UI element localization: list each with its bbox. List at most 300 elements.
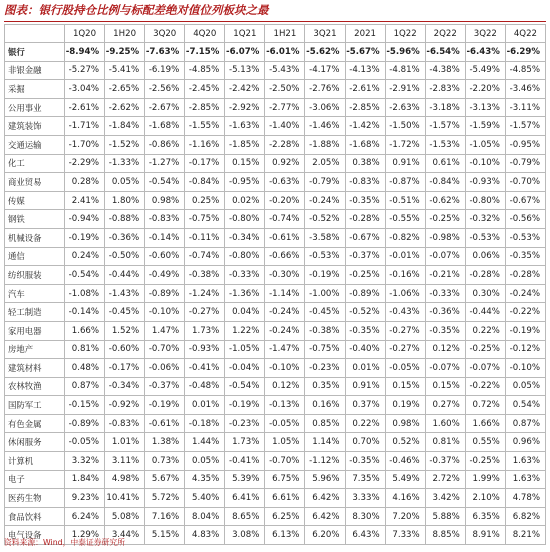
industry-name: 银行: [5, 43, 65, 62]
table-row: [5, 303, 546, 322]
value-cell: -2.56%: [145, 80, 185, 99]
industry-name: 建筑材料: [5, 359, 65, 378]
value-cell: 1.05%: [265, 433, 305, 452]
value-cell: -0.84%: [425, 173, 465, 192]
value-cell: 0.02%: [225, 191, 265, 210]
value-cell: -0.45%: [105, 303, 145, 322]
value-cell: -1.55%: [185, 117, 225, 136]
industry-name: 房地产: [5, 340, 65, 359]
table-row: [5, 135, 546, 154]
value-cell: -0.14%: [145, 228, 185, 247]
industry-name: 通信: [5, 247, 65, 266]
column-header: 1Q21: [225, 25, 265, 43]
industry-name: 计算机: [5, 452, 65, 471]
value-cell: -0.44%: [465, 303, 505, 322]
value-cell: -0.43%: [385, 303, 425, 322]
value-cell: -0.19%: [225, 396, 265, 415]
value-cell: -0.38%: [185, 266, 225, 285]
value-cell: 0.91%: [385, 154, 425, 173]
value-cell: -1.33%: [105, 154, 145, 173]
value-cell: -2.85%: [345, 98, 385, 117]
table-row: [5, 470, 546, 489]
column-header: 1H21: [265, 25, 305, 43]
value-cell: 2.10%: [465, 489, 505, 508]
value-cell: -1.14%: [265, 284, 305, 303]
value-cell: -0.35%: [345, 191, 385, 210]
column-header: 2021: [345, 25, 385, 43]
value-cell: -0.82%: [385, 228, 425, 247]
value-cell: -0.62%: [425, 191, 465, 210]
value-cell: 1.47%: [145, 321, 185, 340]
value-cell: 0.85%: [305, 414, 345, 433]
value-cell: -1.84%: [105, 117, 145, 136]
value-cell: -0.25%: [425, 210, 465, 229]
value-cell: -6.29%: [505, 43, 545, 62]
title-divider: [4, 21, 546, 22]
value-cell: 0.61%: [425, 154, 465, 173]
value-cell: -0.67%: [345, 228, 385, 247]
value-cell: -2.67%: [145, 98, 185, 117]
industry-name: 非银金融: [5, 61, 65, 80]
value-cell: -7.15%: [185, 43, 225, 62]
table-row: [5, 489, 546, 508]
value-cell: -5.96%: [385, 43, 425, 62]
value-cell: 0.55%: [465, 433, 505, 452]
value-cell: -0.12%: [505, 340, 545, 359]
value-cell: -0.23%: [305, 359, 345, 378]
column-header: 1Q22: [385, 25, 425, 43]
value-cell: -0.67%: [505, 191, 545, 210]
column-header: 2Q22: [425, 25, 465, 43]
value-cell: -0.05%: [265, 414, 305, 433]
value-cell: 5.88%: [425, 507, 465, 526]
table-row: [5, 80, 546, 99]
value-cell: 1.44%: [185, 433, 225, 452]
value-cell: -0.93%: [185, 340, 225, 359]
value-cell: -4.17%: [305, 61, 345, 80]
value-cell: 6.24%: [65, 507, 105, 526]
value-cell: 1.14%: [305, 433, 345, 452]
value-cell: -0.60%: [105, 340, 145, 359]
industry-name: 电子: [5, 470, 65, 489]
value-cell: 6.75%: [265, 470, 305, 489]
value-cell: -0.53%: [465, 228, 505, 247]
value-cell: -0.95%: [505, 135, 545, 154]
value-cell: -1.59%: [465, 117, 505, 136]
value-cell: -0.80%: [225, 247, 265, 266]
value-cell: 9.23%: [65, 489, 105, 508]
value-cell: 5.72%: [145, 489, 185, 508]
value-cell: -0.05%: [385, 359, 425, 378]
value-cell: -0.50%: [105, 247, 145, 266]
value-cell: -1.47%: [265, 340, 305, 359]
value-cell: 6.20%: [305, 526, 345, 545]
value-cell: -0.37%: [145, 377, 185, 396]
value-cell: 7.20%: [385, 507, 425, 526]
table-row: [5, 173, 546, 192]
value-cell: -6.54%: [425, 43, 465, 62]
value-cell: -7.63%: [145, 43, 185, 62]
value-cell: -2.62%: [105, 98, 145, 117]
value-cell: 0.37%: [345, 396, 385, 415]
value-cell: -0.10%: [465, 154, 505, 173]
value-cell: -0.61%: [145, 414, 185, 433]
value-cell: 0.72%: [465, 396, 505, 415]
column-header: 1H20: [105, 25, 145, 43]
value-cell: -0.19%: [65, 228, 105, 247]
value-cell: -2.28%: [265, 135, 305, 154]
value-cell: -0.45%: [305, 303, 345, 322]
value-cell: -0.05%: [65, 433, 105, 452]
industry-name: 建筑装饰: [5, 117, 65, 136]
value-cell: 0.01%: [185, 396, 225, 415]
value-cell: -5.27%: [65, 61, 105, 80]
value-cell: -0.83%: [345, 173, 385, 192]
value-cell: -2.92%: [225, 98, 265, 117]
value-cell: -2.83%: [425, 80, 465, 99]
value-cell: -1.12%: [305, 452, 345, 471]
value-cell: 0.15%: [385, 377, 425, 396]
value-cell: -6.43%: [465, 43, 505, 62]
value-cell: -0.20%: [265, 191, 305, 210]
table-row: [5, 247, 546, 266]
value-cell: -5.49%: [465, 61, 505, 80]
value-cell: -0.32%: [465, 210, 505, 229]
value-cell: -2.61%: [65, 98, 105, 117]
value-cell: -1.05%: [465, 135, 505, 154]
value-cell: 0.25%: [185, 191, 225, 210]
value-cell: 0.24%: [65, 247, 105, 266]
value-cell: 0.15%: [225, 154, 265, 173]
value-cell: -0.19%: [305, 266, 345, 285]
table-row: [5, 396, 546, 415]
value-cell: 6.82%: [505, 507, 545, 526]
value-cell: -1.63%: [225, 117, 265, 136]
value-cell: -0.25%: [345, 266, 385, 285]
value-cell: 4.35%: [185, 470, 225, 489]
value-cell: 1.73%: [185, 321, 225, 340]
value-cell: -0.36%: [105, 228, 145, 247]
table-row: [5, 284, 546, 303]
value-cell: -6.01%: [265, 43, 305, 62]
column-header: 1Q20: [65, 25, 105, 43]
table-row: [5, 228, 546, 247]
value-cell: -3.04%: [65, 80, 105, 99]
value-cell: -0.37%: [345, 247, 385, 266]
industry-name: 食品饮料: [5, 507, 65, 526]
value-cell: 7.35%: [345, 470, 385, 489]
industry-name: 有色金属: [5, 414, 65, 433]
value-cell: -2.91%: [385, 80, 425, 99]
value-cell: -4.81%: [385, 61, 425, 80]
table-row: [5, 452, 546, 471]
value-cell: 0.81%: [65, 340, 105, 359]
value-cell: -0.49%: [145, 266, 185, 285]
value-cell: -0.25%: [465, 452, 505, 471]
value-cell: -0.74%: [265, 210, 305, 229]
value-cell: -0.36%: [425, 303, 465, 322]
value-cell: -0.48%: [185, 377, 225, 396]
value-cell: 1.66%: [65, 321, 105, 340]
value-cell: 1.38%: [145, 433, 185, 452]
value-cell: 1.29%: [65, 526, 105, 545]
table-row: [5, 61, 546, 80]
value-cell: -0.88%: [105, 210, 145, 229]
value-cell: -0.28%: [505, 266, 545, 285]
value-cell: -0.86%: [145, 135, 185, 154]
value-cell: 0.35%: [305, 377, 345, 396]
value-cell: 0.06%: [465, 247, 505, 266]
value-cell: 0.22%: [345, 414, 385, 433]
column-header: 3Q22: [465, 25, 505, 43]
header-corner: [5, 25, 65, 43]
value-cell: -0.28%: [465, 266, 505, 285]
value-cell: -0.44%: [105, 266, 145, 285]
value-cell: 8.04%: [185, 507, 225, 526]
industry-name: 医药生物: [5, 489, 65, 508]
industry-name: 纺织服装: [5, 266, 65, 285]
value-cell: -0.66%: [265, 247, 305, 266]
table-row: [5, 507, 546, 526]
value-cell: -1.68%: [345, 135, 385, 154]
value-cell: 1.80%: [105, 191, 145, 210]
value-cell: 0.04%: [225, 303, 265, 322]
value-cell: -1.43%: [105, 284, 145, 303]
value-cell: -0.07%: [425, 247, 465, 266]
value-cell: -3.58%: [305, 228, 345, 247]
value-cell: 10.41%: [105, 489, 145, 508]
value-cell: 4.16%: [385, 489, 425, 508]
industry-name: 电气设备: [5, 526, 65, 545]
value-cell: 8.30%: [345, 507, 385, 526]
value-cell: 0.30%: [465, 284, 505, 303]
value-cell: 1.63%: [505, 452, 545, 471]
value-cell: -0.27%: [185, 303, 225, 322]
industry-name: 化工: [5, 154, 65, 173]
value-cell: -0.74%: [185, 247, 225, 266]
value-cell: -0.80%: [225, 210, 265, 229]
value-cell: 1.73%: [225, 433, 265, 452]
value-cell: -5.13%: [225, 61, 265, 80]
value-cell: -6.19%: [145, 61, 185, 80]
value-cell: -3.46%: [505, 80, 545, 99]
value-cell: 2.72%: [425, 470, 465, 489]
value-cell: -1.57%: [425, 117, 465, 136]
value-cell: -0.04%: [225, 359, 265, 378]
value-cell: -2.85%: [185, 98, 225, 117]
value-cell: 4.83%: [185, 526, 225, 545]
value-cell: -1.50%: [385, 117, 425, 136]
value-cell: 3.08%: [225, 526, 265, 545]
value-cell: 8.21%: [505, 526, 545, 545]
value-cell: 0.54%: [505, 396, 545, 415]
value-cell: -0.19%: [505, 321, 545, 340]
value-cell: 2.41%: [65, 191, 105, 210]
value-cell: -0.87%: [385, 173, 425, 192]
table-row: [5, 191, 546, 210]
industry-name: 汽车: [5, 284, 65, 303]
column-header: 4Q22: [505, 25, 545, 43]
value-cell: 7.16%: [145, 507, 185, 526]
value-cell: -0.01%: [385, 247, 425, 266]
value-cell: -2.20%: [465, 80, 505, 99]
column-header: 3Q21: [305, 25, 345, 43]
value-cell: -0.80%: [465, 191, 505, 210]
industry-name: 家用电器: [5, 321, 65, 340]
value-cell: 6.42%: [305, 489, 345, 508]
value-cell: -0.35%: [345, 321, 385, 340]
value-cell: -0.10%: [145, 303, 185, 322]
value-cell: -0.79%: [505, 154, 545, 173]
value-cell: -1.36%: [225, 284, 265, 303]
value-cell: 8.91%: [465, 526, 505, 545]
value-cell: 3.44%: [105, 526, 145, 545]
value-cell: 0.27%: [425, 396, 465, 415]
value-cell: 0.91%: [345, 377, 385, 396]
value-cell: -5.43%: [265, 61, 305, 80]
value-cell: -0.24%: [505, 284, 545, 303]
value-cell: -0.84%: [185, 173, 225, 192]
value-cell: -1.00%: [305, 284, 345, 303]
value-cell: 0.52%: [385, 433, 425, 452]
value-cell: 0.28%: [65, 173, 105, 192]
value-cell: -1.52%: [105, 135, 145, 154]
value-cell: -0.41%: [185, 359, 225, 378]
value-cell: -0.79%: [305, 173, 345, 192]
value-cell: -1.40%: [265, 117, 305, 136]
value-cell: 0.05%: [185, 452, 225, 471]
industry-name: 农林牧渔: [5, 377, 65, 396]
value-cell: 2.05%: [305, 154, 345, 173]
value-cell: 0.15%: [425, 377, 465, 396]
value-cell: -5.41%: [105, 61, 145, 80]
table-row: [5, 414, 546, 433]
value-cell: -0.15%: [65, 396, 105, 415]
value-cell: -0.10%: [505, 359, 545, 378]
value-cell: -0.83%: [145, 210, 185, 229]
value-cell: -0.89%: [145, 284, 185, 303]
value-cell: 3.42%: [425, 489, 465, 508]
value-cell: -2.61%: [345, 80, 385, 99]
value-cell: -0.16%: [385, 266, 425, 285]
value-cell: 8.85%: [425, 526, 465, 545]
holdings-table: [4, 24, 546, 545]
value-cell: -4.13%: [345, 61, 385, 80]
value-cell: -1.68%: [145, 117, 185, 136]
value-cell: 0.22%: [465, 321, 505, 340]
value-cell: -8.94%: [65, 43, 105, 62]
value-cell: -0.19%: [145, 396, 185, 415]
value-cell: -0.51%: [385, 191, 425, 210]
value-cell: 1.01%: [105, 433, 145, 452]
value-cell: 0.05%: [505, 377, 545, 396]
industry-name: 轻工制造: [5, 303, 65, 322]
value-cell: -1.05%: [225, 340, 265, 359]
value-cell: -0.98%: [425, 228, 465, 247]
value-cell: -0.52%: [345, 303, 385, 322]
value-cell: -0.27%: [385, 321, 425, 340]
value-cell: -3.06%: [305, 98, 345, 117]
value-cell: -1.42%: [345, 117, 385, 136]
value-cell: -0.33%: [425, 284, 465, 303]
value-cell: -2.50%: [265, 80, 305, 99]
value-cell: -0.34%: [105, 377, 145, 396]
value-cell: -0.35%: [505, 247, 545, 266]
value-cell: 6.35%: [465, 507, 505, 526]
table-row: [5, 43, 546, 62]
value-cell: 6.61%: [265, 489, 305, 508]
column-header: 4Q20: [185, 25, 225, 43]
value-cell: -0.22%: [505, 303, 545, 322]
value-cell: -2.42%: [225, 80, 265, 99]
value-cell: -0.75%: [185, 210, 225, 229]
value-cell: 0.98%: [145, 191, 185, 210]
value-cell: 3.33%: [345, 489, 385, 508]
value-cell: -0.21%: [425, 266, 465, 285]
value-cell: -3.13%: [465, 98, 505, 117]
value-cell: -1.71%: [65, 117, 105, 136]
value-cell: -0.40%: [345, 340, 385, 359]
value-cell: -0.34%: [225, 228, 265, 247]
industry-name: 机械设备: [5, 228, 65, 247]
value-cell: -2.65%: [105, 80, 145, 99]
value-cell: -0.46%: [385, 452, 425, 471]
value-cell: -1.85%: [225, 135, 265, 154]
value-cell: -1.88%: [305, 135, 345, 154]
value-cell: -0.17%: [105, 359, 145, 378]
value-cell: -0.54%: [225, 377, 265, 396]
value-cell: -0.70%: [145, 340, 185, 359]
value-cell: 5.49%: [385, 470, 425, 489]
value-cell: -0.07%: [425, 359, 465, 378]
value-cell: -1.27%: [145, 154, 185, 173]
table-row: [5, 210, 546, 229]
value-cell: 0.05%: [105, 173, 145, 192]
value-cell: -0.11%: [185, 228, 225, 247]
value-cell: -0.61%: [265, 228, 305, 247]
industry-name: 休闲服务: [5, 433, 65, 452]
value-cell: -0.54%: [145, 173, 185, 192]
industry-name: 交通运输: [5, 135, 65, 154]
value-cell: -1.57%: [505, 117, 545, 136]
value-cell: 0.81%: [425, 433, 465, 452]
value-cell: 1.60%: [425, 414, 465, 433]
industry-name: 公用事业: [5, 98, 65, 117]
value-cell: -4.85%: [185, 61, 225, 80]
value-cell: 0.73%: [145, 452, 185, 471]
value-cell: 5.15%: [145, 526, 185, 545]
value-cell: 0.12%: [425, 340, 465, 359]
value-cell: -0.22%: [465, 377, 505, 396]
value-cell: -3.18%: [425, 98, 465, 117]
value-cell: -0.60%: [145, 247, 185, 266]
value-cell: 0.87%: [65, 377, 105, 396]
value-cell: 6.13%: [265, 526, 305, 545]
industry-name: 钢铁: [5, 210, 65, 229]
value-cell: -0.53%: [505, 228, 545, 247]
value-cell: 0.12%: [265, 377, 305, 396]
value-cell: -0.93%: [465, 173, 505, 192]
value-cell: 1.84%: [65, 470, 105, 489]
value-cell: 6.43%: [345, 526, 385, 545]
value-cell: 0.48%: [65, 359, 105, 378]
value-cell: -0.63%: [265, 173, 305, 192]
value-cell: -2.29%: [65, 154, 105, 173]
industry-name: 商业贸易: [5, 173, 65, 192]
table-row: [5, 359, 546, 378]
value-cell: -0.13%: [265, 396, 305, 415]
value-cell: -1.46%: [305, 117, 345, 136]
